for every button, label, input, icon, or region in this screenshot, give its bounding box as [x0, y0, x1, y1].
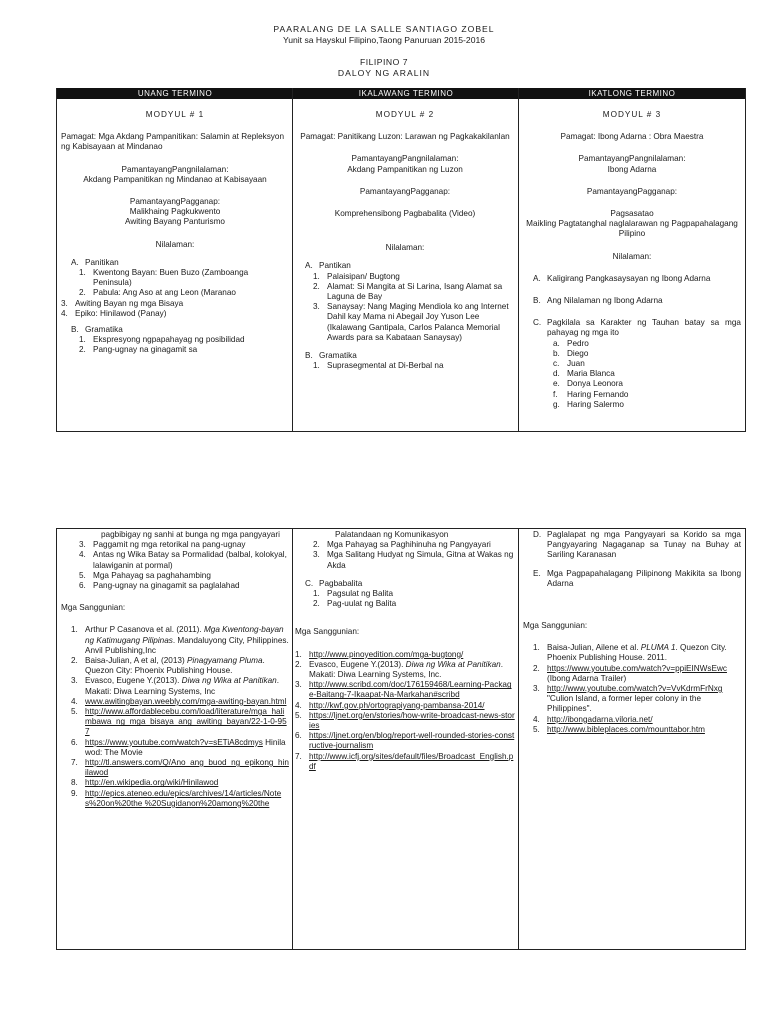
list-item: A. Kaligirang Pangkasaysayan ng Ibong Adarna [533, 273, 711, 283]
reference-item: 4. http://ibongadarna.viloria.net/ [523, 715, 741, 725]
list-item: A. Panitikan [71, 257, 119, 267]
list-item-continued: Palatandaan ng Komunikasyon [335, 530, 449, 539]
reference-link[interactable]: https://www.youtube.com/watch?v=ppiEINWsEwc [547, 663, 727, 673]
reference-item: 5. http://www.bibleplaces.com/mounttabor.htm [523, 725, 741, 735]
column-divider [292, 88, 293, 431]
reference-link[interactable]: http://ibongadarna.viloria.net/ [547, 714, 653, 724]
list-item: 2. Alamat: Si Mangita at Si Larina, Isang Alamat sa Laguna de Bay [313, 281, 503, 302]
reference-link[interactable]: http://www.icfj.org/sites/default/files/Broadcast_English.pdf [309, 751, 514, 771]
reference-link[interactable]: http://www.youtube.com/watch?v=VvKdrmFrNxg [547, 684, 723, 694]
reference-link[interactable]: http://tl.answers.com/Q/Ano_ang_buod_ng_epikong_hinilawod [85, 758, 289, 778]
list-item: 4. Epiko: Hinilawod (Panay) [61, 308, 167, 318]
character-item: a. Pedro [553, 338, 589, 348]
module-title: MODYUL # 1 [145, 110, 205, 119]
unit-name: Yunit sa Hayskul Filipino,Taong Panuruan 2015-2016 [282, 35, 486, 45]
performance-standard-label: PamantayangPagganap: [129, 197, 221, 207]
references-label: Mga Sanggunian: [295, 627, 360, 637]
term-3-column-continued [523, 530, 741, 735]
reference-item: 2. Evasco, Eugene Y.(2013). Diwa ng Wika at Panitikan. Makati: Diwa Learning Systems, Inc. [295, 659, 503, 680]
reference-item: 5. http://www.affordablecebu.com/load/literature/mga_halimbawa_ng_mga_bisaya_ang_awiting_bayan/22-1-0-957 [61, 707, 289, 738]
reference-link[interactable]: https://ljnet.org/en/blog/report-well-rounded-stories-constructive-journalism [309, 731, 515, 751]
reference-link[interactable]: http://epics.ateneo.edu/epics/archives/14/articles/Notes%20on%20the %20Sugidanon%20among%20the [85, 788, 282, 808]
subject-title: FILIPINO 7 [360, 57, 408, 67]
table-header-row [57, 88, 745, 99]
performance-standard-label: PamantayangPagganap: [586, 186, 678, 196]
list-item: C. Pagkilala sa Karakter ng Tauhan batay sa mga pahayag ng mga ito [533, 318, 741, 338]
list-item: 3. Mga Salitang Hudyat ng Simula, Gitna at Wakas ng Akda [313, 550, 514, 570]
list-item: 1. Suprasegmental at Di-Berbal na [313, 361, 444, 371]
references-label: Mga Sanggunian: [61, 603, 126, 613]
term-2-column [295, 110, 515, 371]
reference-link[interactable]: http://kwf.gov.ph/ortograpiyang-pambansa-2014/ [309, 700, 485, 710]
reference-item: 6. https://www.youtube.com/watch?v=sETiA8cdmys Hinilawod: The Movie [71, 737, 286, 757]
character-item: d. Maria Blanca [553, 369, 615, 379]
school-name: PAARALANG DE LA SALLE SANTIAGO ZOBEL [273, 24, 495, 34]
list-item: B. Ang Nilalaman ng Ibong Adarna [533, 296, 663, 306]
header-term-2: IKALAWANG TERMINO [358, 89, 454, 98]
list-item: 3. Paggamit ng mga retorikal na pang-ugnay [79, 540, 246, 550]
content-standard-label: PamantayangPangnilalaman: [121, 164, 229, 174]
performance-standard: Pagsasatao [610, 209, 654, 219]
list-item: 2. Pabula: Ang Aso at ang Leon (Maranao [79, 288, 236, 298]
references-label: Mga Sanggunian: [523, 621, 588, 631]
character-item: f. Haring Fernando [553, 389, 629, 399]
reference-item: 4. www.awitingbayan.weebly.com/mga-awiting-bayan.html [61, 697, 289, 707]
performance-standard-label: PamantayangPagganap: [359, 186, 451, 196]
character-item: b. Diego [553, 348, 589, 358]
term-3-column [523, 110, 741, 410]
list-item: B. Gramatika [71, 325, 123, 335]
content-standard-label: PamantayangPangnilalaman: [578, 154, 686, 164]
reference-item: 3. Evasco, Eugene Y.(2013). Diwa ng Wika at Panitikan. Makati: Diwa Learning Systems, Inc [71, 676, 279, 696]
module-pamagat: Pamagat: Ibong Adarna : Obra Maestra [560, 132, 704, 142]
reference-item: 3. http://www.scribd.com/doc/176159468/Learning-Package-Baitang-7-Ikaapat-Na-Markahan#scribd [295, 680, 515, 700]
curriculum-table-part-2 [56, 528, 746, 950]
list-item: D. Paglalapat ng mga Pangyayari sa Korido sa mga Pangyayaring Nagaganap sa Tunay na Buhay at Sariling Karanasan [533, 530, 741, 560]
module-pamagat: Pamagat: Mga Akdang Pampanitikan: Salamin at Repleksyon ng Kabisayaan at Mindanao [61, 132, 285, 152]
reference-link[interactable]: http://en.wikipedia.org/wiki/Hinilawod [85, 778, 219, 788]
reference-item: 8. http://en.wikipedia.org/wiki/Hinilawod [61, 778, 289, 788]
list-item: 1. Kwentong Bayan: Buen Buzo (Zamboanga Peninsula) [79, 268, 249, 288]
reference-link[interactable]: https://ljnet.org/en/stories/how-write-broadcast-news-stories [309, 710, 515, 731]
list-item: 1. Pagsulat ng Balita [313, 589, 393, 599]
list-item: 6. Pang-ugnay na ginagamit sa paglalahad [79, 581, 240, 591]
list-item: 2. Mga Pahayag sa Paghihinuha ng Pangyayari [313, 540, 491, 550]
performance-standard: Malikhaing Pagkukwento [129, 207, 221, 217]
reference-link[interactable]: http://www.affordablecebu.com/load/literature/mga_halimbawa_ng_mga_bisaya_ang_awiting_bayan/22-1-0-957 [85, 707, 287, 737]
character-item: e. Donya Leonora [553, 379, 623, 389]
reference-item: 1. http://www.pinoyedition.com/mga-bugtong/ [295, 650, 515, 660]
reference-item: 7. http://www.icfj.org/sites/default/files/Broadcast_English.pdf [295, 751, 514, 771]
reference-item: 1. Arthur P Casanova et al. (2011). Mga Kwentong-bayan ng Katimugang Pilipinas. Mandaluyong City, Philippines. Anvil Publishing,Inc [71, 625, 289, 655]
reference-item: 2. https://www.youtube.com/watch?v=ppiEINWsEwc (Ibong Adarna Trailer) [533, 663, 727, 683]
performance-standard: Awiting Bayang Panturismo [125, 217, 225, 227]
character-item: c. Juan [553, 359, 585, 369]
list-item: 2. Pang-ugnay na ginagamit sa [79, 345, 198, 355]
list-item: C. Pagbabalita [305, 578, 363, 588]
reference-item: 6. https://ljnet.org/en/blog/report-well-rounded-stories-constructive-journalism [295, 731, 515, 751]
term-1-column [61, 110, 289, 356]
header-term-1: UNANG TERMINO [137, 89, 213, 98]
reference-item: 7. http://tl.answers.com/Q/Ano_ang_buod_ng_epikong_hinilawod [71, 758, 289, 778]
reference-link[interactable]: https://www.youtube.com/watch?v=sETiA8cdmys [85, 737, 263, 747]
reference-link[interactable]: www.awitingbayan.weebly.com/mga-awiting-bayan.html [85, 696, 287, 706]
list-item-continued: pagbibigay ng sanhi at bunga ng mga pangyayari [101, 530, 280, 539]
list-item: B. Gramatika [305, 351, 357, 361]
list-item: A. Pantikan [305, 261, 351, 271]
list-item: 5. Mga Pahayag sa paghahambing [79, 570, 211, 580]
module-pamagat: Pamagat: Panitikang Luzon: Larawan ng Pagkakakilanlan [300, 132, 510, 142]
content-standard: Akdang Pampanitikan ng Luzon [347, 164, 463, 174]
character-item: g. Haring Salermo [553, 399, 624, 409]
list-item: 3. Sanaysay: Nang Maging Mendiola ko ang Internet Dahil kay Mama ni Abegail Joy Yuson Lee (Ikalawang Gantipala, Carlos Palanca Memorial Awards para sa Kabataan Sanaysay) [313, 302, 509, 342]
list-item: 4. Antas ng Wika Batay sa Pormalidad (balbal, kolokyal, lalawiganin at pormal) [79, 550, 287, 570]
reference-item: 5. https://ljnet.org/en/stories/how-write-broadcast-news-stories [295, 710, 515, 731]
curriculum-table-part-1 [56, 88, 746, 432]
reference-link[interactable]: http://www.scribd.com/doc/176159468/Learning-Package-Baitang-7-Ikaapat-Na-Markahan#scribd [309, 680, 512, 700]
content-standard: Ibong Adarna [607, 164, 657, 174]
document-title: DALOY NG ARALIN [337, 68, 431, 78]
reference-item: 1. Baisa-Julian, Ailene et al. PLUMA 1. Quezon City. Phoenix Publishing House. 2011. [533, 643, 727, 663]
reference-link[interactable]: http://www.bibleplaces.com/mounttabor.htm [547, 724, 705, 734]
performance-standard: Komprehensibong Pagbabalita (Video) [334, 209, 476, 219]
reference-item: 4. http://kwf.gov.ph/ortograpiyang-pambansa-2014/ [295, 701, 515, 711]
reference-item: 3. http://www.youtube.com/watch?v=VvKdrmFrNxg "Culion Island, a former leper colony in the Philippines". [533, 684, 723, 714]
module-title: MODYUL # 3 [602, 110, 662, 119]
content-standard: Akdang Pampanitikan ng Mindanao at Kabisayaan [83, 174, 267, 184]
term-1-column-continued [61, 530, 289, 809]
list-item: 1. Palaisipan/ Bugtong [313, 271, 400, 281]
list-item: 1. Ekspresyong ngpapahayag ng posibilidad [79, 335, 245, 345]
nilalaman-label: Nilalaman: [612, 251, 652, 261]
nilalaman-label: Nilalaman: [385, 243, 425, 253]
content-standard-label: PamantayangPangnilalaman: [351, 154, 459, 164]
module-title: MODYUL # 2 [375, 110, 435, 119]
column-divider [292, 529, 293, 949]
list-item: 3. Awiting Bayan ng mga Bisaya [61, 298, 184, 308]
nilalaman-label: Nilalaman: [155, 239, 195, 249]
reference-link[interactable]: http://www.pinoyedition.com/mga-bugtong/ [309, 649, 464, 659]
list-item: 2. Pag-uulat ng Balita [313, 599, 397, 609]
term-2-column-continued [295, 530, 515, 772]
column-divider [518, 529, 519, 949]
reference-item: 2. Baisa-Julian, A et al, (2013) Pinagyamang Pluma. Quezon City: Phoenix Publishing House. [71, 656, 265, 676]
column-divider [518, 88, 519, 431]
performance-standard: Maikling Pagtatanghal naglalarawan ng Pagpapahalagang Pilipino [526, 219, 738, 239]
header-term-3: IKATLONG TERMINO [588, 89, 676, 98]
reference-item: 9. http://epics.ateneo.edu/epics/archives/14/articles/Notes%20on%20the %20Sugidanon%20among%20the [61, 789, 289, 809]
list-item: E. Mga Pagpapahalagang Pilipinong Makikita sa Ibong Adarna [533, 568, 741, 588]
